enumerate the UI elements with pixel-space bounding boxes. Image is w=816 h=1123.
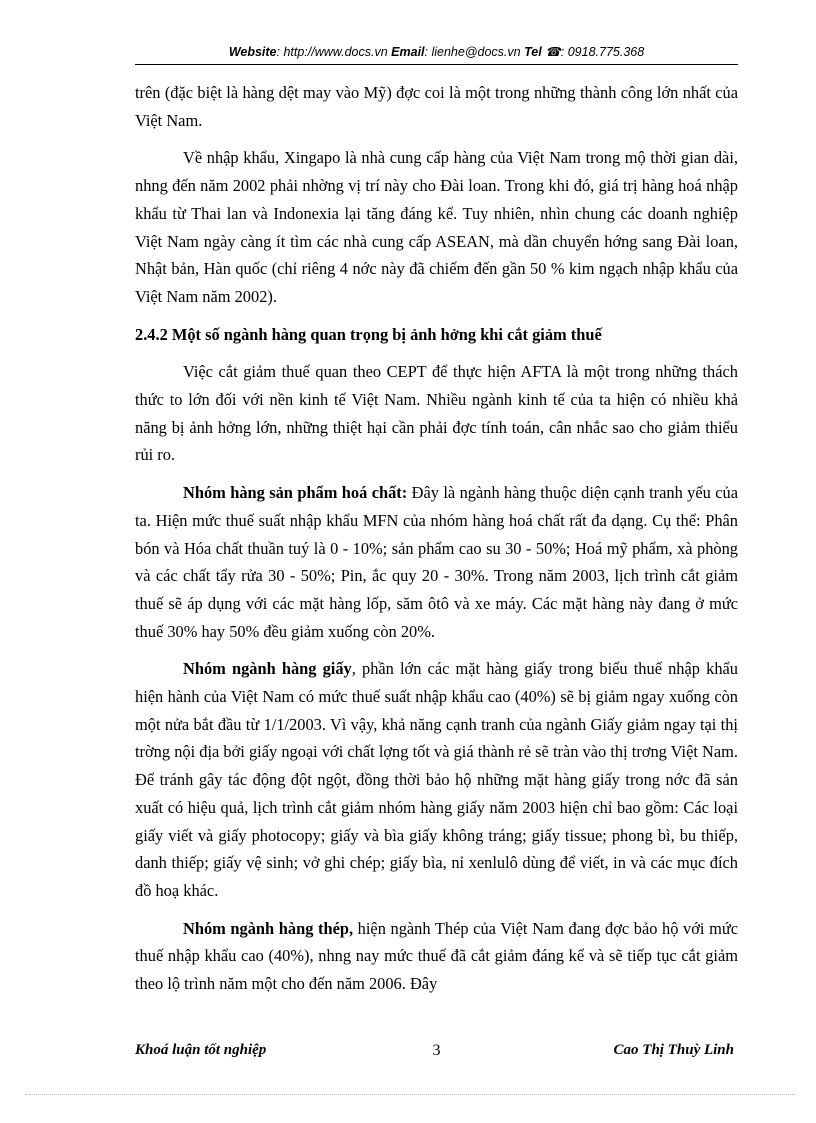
tel-label: Tel xyxy=(524,45,542,59)
website-label: Website xyxy=(228,45,277,59)
paragraph-5-lead: Nhóm ngành hàng giấy xyxy=(183,659,352,679)
page-number: 3 xyxy=(432,1042,441,1059)
paragraph-2: Về nhập khẩu, Xingapo là nhà cung cấp hàng của Việt Nam trong mộ thời gian dài, nhng đến năm 2002 phải nhờng vị trí này cho Đài loan. Trong khi đó, giá trị hàng hoá nhập khẩu từ Thai lan và Indonexia lại tăng đáng kể. Tuy nhiên, nhìn chung các doanh nghiệp Việt Nam ngày càng ít tìm các nhà cung cấp ASEAN, mà dần chuyển hớng sang Đài loan, Nhật bản, Hàn quốc (chỉ riêng 4 nớc này đã chiếm đến gần 50 % kim ngạch nhập khẩu của Việt Nam năm 2002). xyxy=(135,148,738,306)
section-heading: 2.4.2 Một số ngành hàng quan trọng bị ảnh hởng khi cắt giảm thuế xyxy=(135,324,602,344)
paragraph-5 xyxy=(135,655,738,904)
header-divider xyxy=(135,64,738,65)
document-body xyxy=(135,79,738,1008)
footer-author: Cao Thị Thuỳ Linh xyxy=(613,1042,734,1058)
website-url[interactable]: : http://www.docs.vn xyxy=(276,45,388,59)
phone-icon: ☎ xyxy=(545,45,561,59)
paragraph-4 xyxy=(135,479,738,645)
paragraph-4-text: Đây là ngành hàng thuộc diện cạnh tranh yếu của ta. Hiện mức thuế suất nhập khẩu MFN của nhóm hàng hoá chất rất đa dạng. Cụ thể: Phân bón và Hóa chất thuần tuý là 0 - 10%; sản phẩm cao su 30 - 50%; Hoá mỹ phẩm, xà phòng và các chất tẩy rửa 30 - 50%; Pin, ắc quy 20 - 30%. Trong năm 2003, lịch trình cắt giảm thuế sẽ áp dụng với các mặt hàng lốp, săm ôtô và xe máy. Các mặt hàng này đang ở mức thuế 30% hay 50% đều giảm xuống còn 20%. xyxy=(135,483,738,641)
paragraph-5-text: , phần lớn các mặt hàng giấy trong biểu thuế nhập khẩu hiện hành của Việt Nam có mức thuế suất nhập khẩu cao (40%) sẽ bị giảm ngay xuống còn một nửa bắt đầu từ 1/1/2003. Vì vậy, khả năng cạnh tranh của ngành Giấy giảm ngay tại thị trờng nội địa bởi giấy ngoại với chất lợng tốt và giá thành rẻ sẽ tràn vào thị trơng Việt Nam. Để tránh gây tác động đột ngột, đồng thời bảo hộ những mặt hàng giấy trong nớc đã sản xuất có hiệu quả, lịch trình cắt giảm nhóm hàng giấy năm 2003 hiện chỉ bao gồm: Các loại giấy viết và giấy photocopy; giấy và bìa giấy không tráng; giấy tissue; phong bì, bu thiếp, danh thiếp; giấy vệ sinh; vở ghi chép; giấy bìa, nỉ xenlulô dùng để viết, in và các mục đích đồ hoạ khác. xyxy=(135,659,738,900)
email-value[interactable]: : lienhe@docs.vn xyxy=(424,45,521,59)
paragraph-6-lead: Nhóm ngành hàng thép, xyxy=(183,918,354,938)
page-bottom-divider xyxy=(25,1094,795,1095)
footer-thesis-label: Khoá luận tốt nghiệp xyxy=(135,1042,267,1058)
paragraph-4-lead: Nhóm hàng sản phẩm hoá chất: xyxy=(183,483,408,503)
paragraph-6 xyxy=(135,915,738,998)
tel-value: : 0918.775.368 xyxy=(560,45,645,59)
paragraph-6-text: hiện ngành Thép của Việt Nam đang đợc bảo hộ với mức thuế nhập khẩu cao (40%), nhng nay mức thuế đã cắt giảm đáng kể và sẽ tiếp tục cắt giảm theo lộ trình năm một cho đến năm 2006. Đây xyxy=(135,918,738,994)
paragraph-3: Việc cắt giảm thuế quan theo CEPT để thực hiện AFTA là một trong những thách thức to lớn đối với nền kinh tế Việt Nam. Nhiều ngành kinh tế của ta hiện có nhiều khả năng bị ảnh hởng lớn, những thiệt hại cần phải đợc tính toán, cân nhắc sao cho giảm thiểu rủi ro. xyxy=(135,362,738,465)
email-label: Email xyxy=(391,45,425,59)
paragraph-1: trên (đặc biệt là hàng dệt may vào Mỹ) đợc coi là một trong những thành công lớn nhất của Việt Nam. xyxy=(135,83,738,130)
page-footer xyxy=(135,1042,738,1066)
page-header xyxy=(135,44,738,59)
